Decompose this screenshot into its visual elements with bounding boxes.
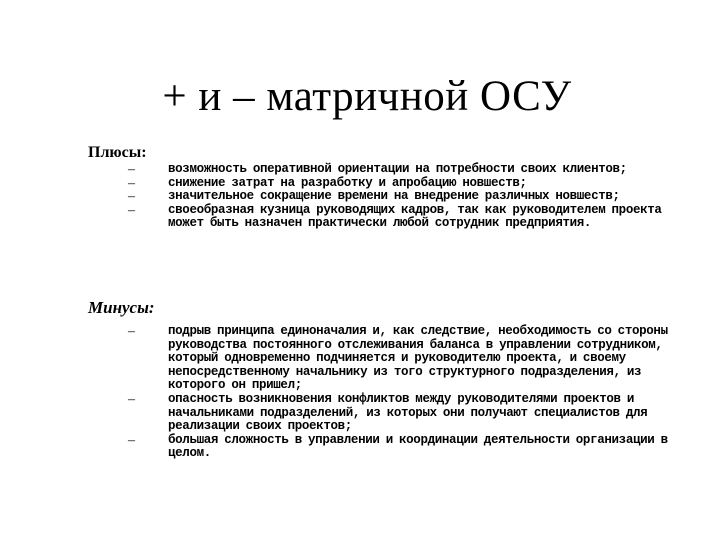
cons-item	[128, 434, 688, 461]
bullet-dash: –	[128, 324, 135, 339]
cons-item-text: опасность возникновения конфликтов между руководителями проектов и начальниками подразделений, из которых они получают специалистов для реализации своих проектов;	[168, 391, 648, 434]
pros-label: Плюсы:	[88, 144, 147, 161]
bullet-dash: –	[128, 391, 135, 407]
pros-item	[128, 204, 688, 231]
bullet-dash: –	[128, 189, 135, 205]
pros-item-text: снижение затрат на разработку и апробацию новшеств;	[168, 175, 527, 190]
slide-title: + и – матричной ОСУ	[162, 73, 572, 120]
pros-item	[128, 163, 688, 177]
pros-item	[128, 190, 688, 204]
pros-list	[128, 163, 688, 231]
cons-item-text: большая сложность в управлении и координации деятельности организации в целом.	[168, 432, 668, 461]
pros-item	[128, 177, 688, 191]
bullet-dash: –	[128, 432, 135, 448]
bullet-dash: –	[128, 202, 135, 218]
cons-item	[128, 325, 688, 393]
bullet-dash: –	[128, 162, 135, 177]
bullet-dash: –	[128, 175, 135, 191]
cons-list	[128, 325, 688, 461]
cons-label: Минусы:	[88, 298, 155, 317]
pros-item-text: возможность оперативной ориентации на потребности своих клиентов;	[168, 162, 627, 176]
pros-item-text: своеобразная кузница руководящих кадров, так как руководителем проекта может быть назначен практически любой сотрудник предприятия.	[168, 202, 662, 231]
pros-item-text: значительное сокращение времени на внедрение различных новшеств;	[168, 189, 620, 204]
cons-item	[128, 393, 688, 434]
cons-item-text: подрыв принципа единоначалия и, как следствие, необходимость со стороны руководства постоянного отслеживания баланса в управлении сотрудником, который одновременно подчиняется и руководителю проекта, и своему непосредственному начальнику из того структурного подразделения, из которого он пришел;	[168, 324, 668, 393]
